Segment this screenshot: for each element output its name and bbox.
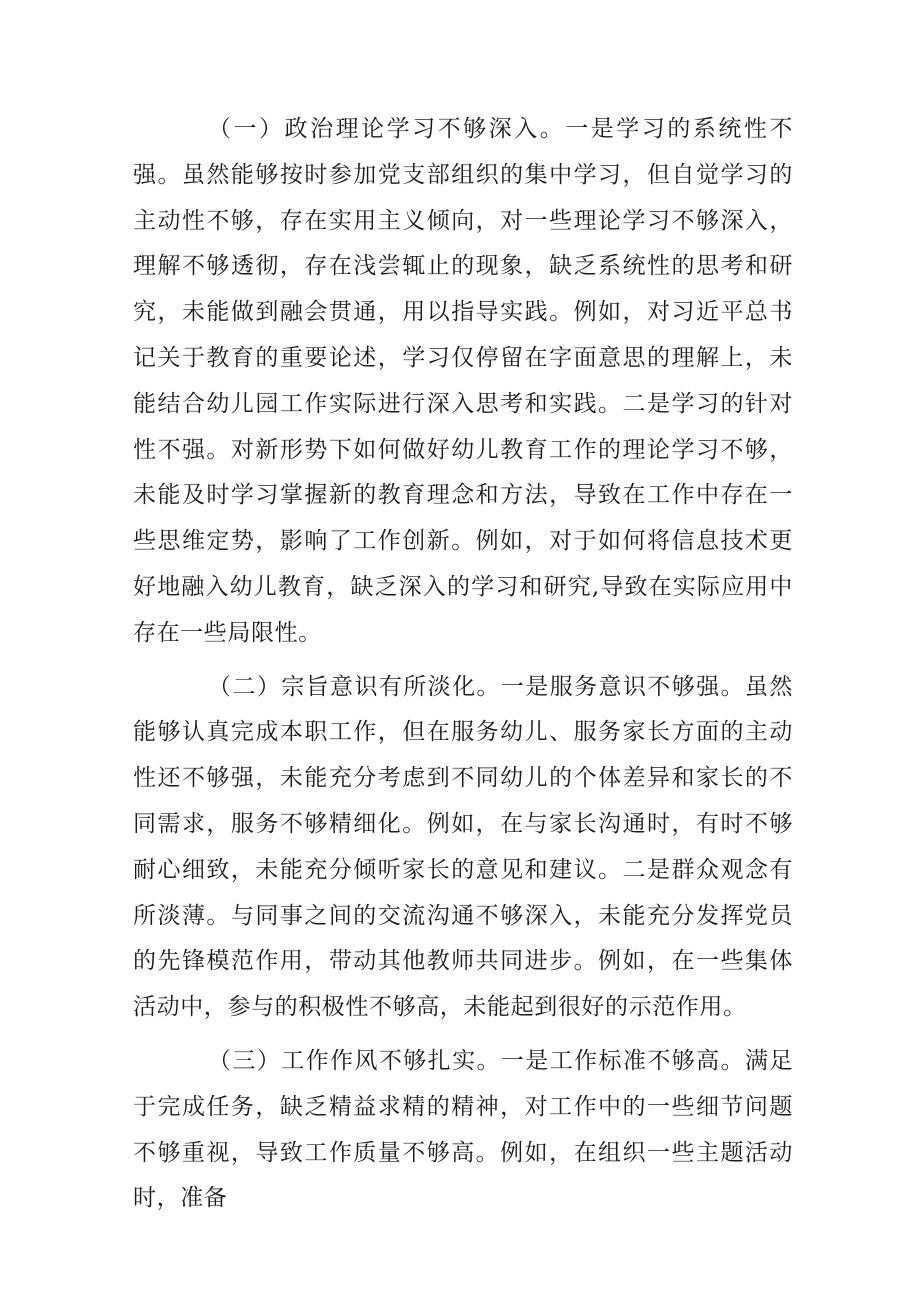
paragraph-political-theory: （一）政治理论学习不够深入。一是学习的系统性不强。虽然能够按时参加党支部组织的集中学习，但自觉学习的主动性不够，存在实用主义倾向，对一些理论学习不够深入，理解不够透彻，存在浅尝辄止的现象，缺乏系统性的思考和研究，未能做到融会贯通，用以指导实践。例如，对习近平总书记关于教育的重要论述，学习仅停留在字面意思的理解上，未能结合幼儿园工作实际进行深入思考和实践。二是学习的针对性不强。对新形势下如何做好幼儿教育工作的理论学习不够，未能及时学习掌握新的教育理念和方法，导致在工作中存在一些思维定势，影响了工作创新。例如，对于如何将信息技术更好地融入幼儿教育，缺乏深入的学习和研究,导致在实际应用中存在一些局限性。 — [133, 116, 793, 646]
paragraph-work-style: （三）工作作风不够扎实。一是工作标准不够高。满足于完成任务，缺乏精益求精的精神，对工作中的一些细节问题不够重视，导致工作质量不够高。例如，在组织一些主题活动时，准备 — [133, 1047, 793, 1212]
paragraph-purpose-awareness: （二）宗旨意识有所淡化。一是服务意识不够强。虽然能够认真完成本职工作，但在服务幼儿、服务家长方面的主动性还不够强，未能充分考虑到不同幼儿的个体差异和家长的不同需求，服务不够精细化。例如，在与家长沟通时，有时不够耐心细致，未能充分倾听家长的意见和建议。二是群众观念有所淡薄。与同事之间的交流沟通不够深入，未能充分发挥党员的先锋模范作用，带动其他教师共同进步。例如，在一些集体活动中，参与的积极性不够高，未能起到很好的示范作用。 — [133, 673, 793, 1021]
document-body — [133, 107, 793, 1230]
